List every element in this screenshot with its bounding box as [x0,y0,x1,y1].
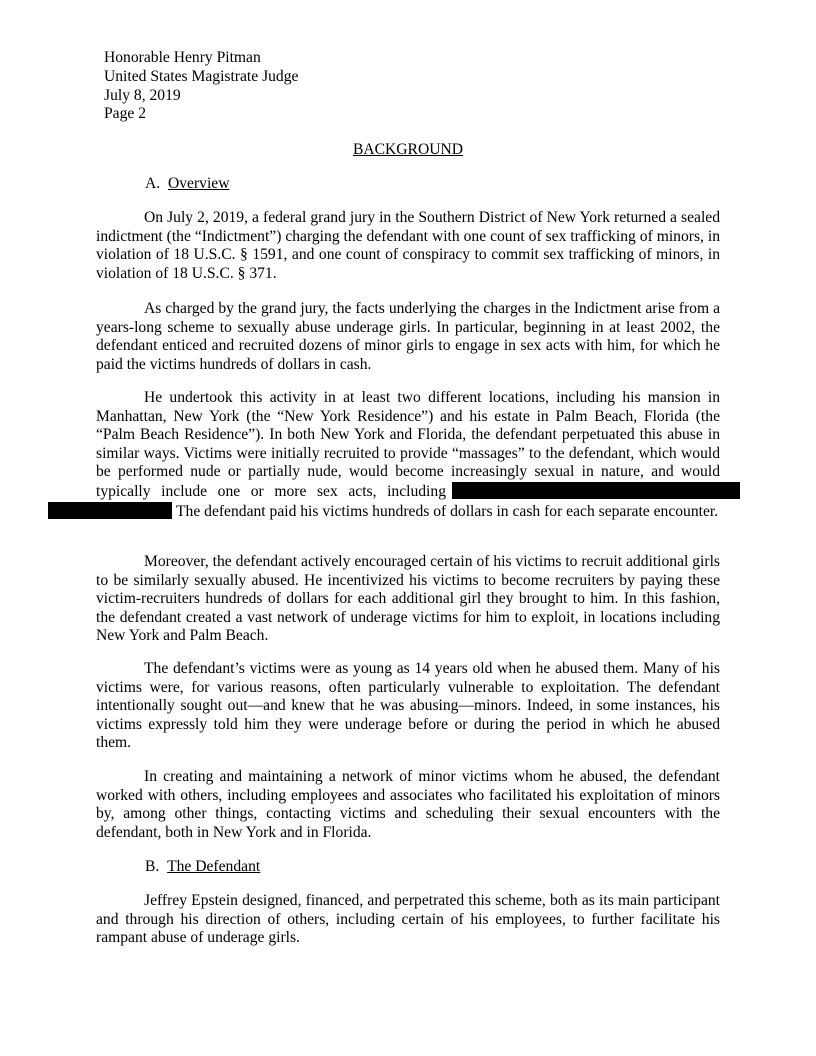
addressee-title: United States Magistrate Judge [104,67,299,85]
paragraph-text: The defendant paid his victims hundreds of dollars in cash for each separate encounter. [176,502,719,520]
paragraph-network: In creating and maintaining a network of minor victims whom he abused, the defendant worked with others, including employees and associates who facilitated his exploitation of minors by, among other things, contacting victims and scheduling their sexual encounters with the defendant, both in New York and in Florida. [96,768,720,841]
section-title: BACKGROUND [352,141,464,158]
letter-header [104,49,298,124]
paragraph-recruiters: Moreover, the defendant actively encouraged certain of his victims to recruit additional girls to be similarly sexually abused. He incentivized his victims to become recruiters by paying these victim-recruiters hundreds of dollars for each additional girl they brought to him. In this fashion, the defendant created a vast network of underage victims for him to exploit, in locations including New York and Palm Beach. [96,553,720,645]
paragraph-locations [96,389,720,521]
page-number: Page 2 [104,105,147,123]
paragraph-text: He undertook this activity in at least two different locations, including his mansion in Manhattan, New York (the “New York Residence”) and his estate in Palm Beach, Florida (the “Palm Beach Residence”). In both New York and Florida, the defendant perpetuated this abuse in similar ways. Victims were initially recruited to provide “massages” to the defendant, which would be performed nude or partially nude, would become increasingly sexual in nature, and would typically include one or more sex acts, including [96,389,720,500]
redaction-box [452,482,740,499]
subsection-title: Overview [167,175,230,192]
redaction-box [48,502,172,519]
paragraph-victims: The defendant’s victims were as young as 14 years old when he abused them. Many of his victims were, for various reasons, often particularly vulnerable to exploitation. The defendant intentionally sought out—and knew that he was abusing—minors. Indeed, in some instances, his victims expressly told him they were underage before or during the period in which he abused them. [96,660,720,752]
paragraph-indictment: On July 2, 2019, a federal grand jury in the Southern District of New York returned a sealed indictment (the “Indictment”) charging the defendant with one count of sex trafficking of minors, in violation of 18 U.S.C. § 1591, and one count of conspiracy to commit sex trafficking of minors, in violation of 18 U.S.C. § 371. [96,209,720,282]
letter-date: July 8, 2019 [104,86,181,104]
paragraph-scheme: As charged by the grand jury, the facts underlying the charges in the Indictment arise from a years-long scheme to sexually abuse underage girls. In particular, beginning in at least 2002, the defendant enticed and recruited dozens of minor girls to engage in sex acts with him, for which he paid the victims hundreds of dollars in cash. [96,300,720,373]
subsection-heading-defendant [145,858,260,877]
subsection-label: B. [145,858,160,875]
addressee-name: Honorable Henry Pitman [104,49,261,66]
subsection-label: A. [145,175,161,192]
paragraph-epstein: Jeffrey Epstein designed, financed, and perpetrated this scheme, both as its main participant and through his direction of others, including certain of his employees, to further facilitate his rampant abuse of underage girls. [96,892,720,947]
subsection-title: The Defendant [167,858,261,875]
subsection-heading-overview [145,175,229,194]
